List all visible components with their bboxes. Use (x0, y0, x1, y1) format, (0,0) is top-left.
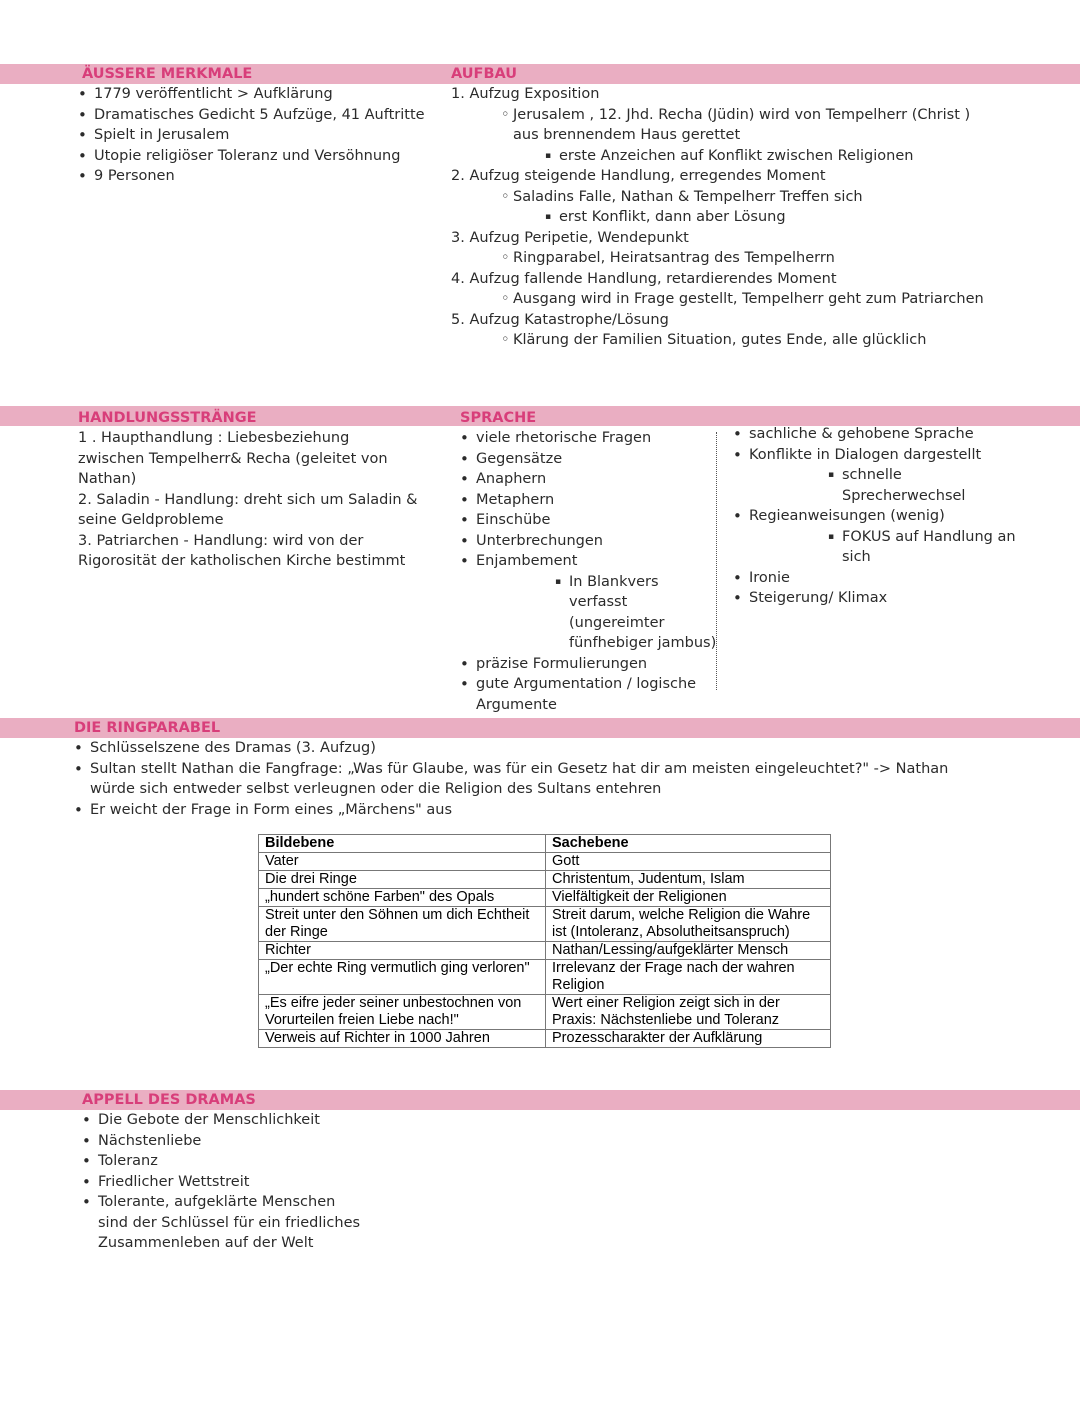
table-cell: Richter (259, 942, 546, 960)
list-item: • Dramatisches Gedicht 5 Aufzüge, 41 Auftritte (78, 105, 438, 126)
aufzug-1: 1. Aufzug Exposition (451, 86, 600, 102)
ring-list (74, 738, 994, 820)
aufzug-5: 5. Aufzug Katastrophe/Lösung (451, 311, 669, 328)
table-cell: Prozesscharakter der Aufklärung (546, 1030, 831, 1048)
table-cell: Wert einer Religion zeigt sich in der Praxis: Nächstenliebe und Toleranz (546, 995, 831, 1030)
section-title-sprache: SPRACHE (460, 410, 537, 426)
table-cell: Die drei Ringe (259, 871, 546, 889)
aufzug-4: 4. Aufzug fallende Handlung, retardierendes Moment (451, 270, 837, 287)
table-row (259, 1030, 831, 1048)
table-row (259, 995, 831, 1030)
aufzug-4-detail: ◦ Ausgang wird in Frage gestellt, Tempelherr geht zum Patriarchen (501, 289, 1011, 310)
table-cell: Streit darum, welche Religion die Wahre ist (Intoleranz, Absolutheitsanspruch) (546, 907, 831, 942)
table-row (259, 960, 831, 995)
list-item: • Ironie (733, 568, 1023, 589)
section-title-appell: APPELL DES DRAMAS (82, 1092, 256, 1108)
handlung-2: 2. Saladin - Handlung: dreht sich um Saladin & seine Geldprobleme (78, 491, 418, 528)
aufzug-2-subdetail: ▪ erst Konflikt, dann aber Lösung (543, 207, 1011, 228)
list-item: • Regieanweisungen (wenig) (733, 506, 1023, 527)
appell-list (82, 1110, 372, 1254)
list-item: • Spielt in Jerusalem (78, 125, 438, 146)
list-item: • 9 Personen (78, 166, 438, 187)
table-row (259, 871, 831, 889)
list-item: • Utopie religiöser Toleranz und Versöhnung (78, 146, 438, 167)
sprache-right (733, 424, 1023, 609)
aufzug-2-detail: ◦ Saladins Falle, Nathan & Tempelherr Treffen sich (501, 187, 1011, 208)
section-title-ring: DIE RINGPARABEL (74, 720, 221, 736)
list-item: • 1779 veröffentlicht > Aufklärung (78, 84, 438, 105)
handlung-1: 1 . Haupthandlung : Liebesbeziehung zwischen Tempelherr& Recha (geleitet von Nathan) (78, 430, 388, 487)
table-cell: Gott (546, 853, 831, 871)
ringparabel-table (258, 834, 831, 1048)
aufzug-3-detail: ◦ Ringparabel, Heiratsantrag des Tempelherrn (501, 248, 1011, 269)
table-cell: Nathan/Lessing/aufgeklärter Mensch (546, 942, 831, 960)
list-item: • Tolerante, aufgeklärte Menschen sind der Schlüssel für ein friedliches Zusammenleben auf der Welt (82, 1192, 366, 1254)
section-title-handlung: HANDLUNGSSTRÄNGE (78, 410, 257, 426)
list-item: • Unterbrechungen (460, 531, 715, 552)
table-cell: Christentum, Judentum, Islam (546, 871, 831, 889)
aufzug-5-detail: ◦ Klärung der Familien Situation, gutes Ende, alle glücklich (501, 330, 1011, 351)
aeussere-list (78, 84, 438, 187)
sprache-left (460, 428, 715, 715)
table-row (259, 853, 831, 871)
list-item: • Gegensätze (460, 449, 715, 470)
sub-item: ▪ FOKUS auf Handlung an sich (826, 527, 1032, 568)
list-item: • Sultan stellt Nathan die Fangfrage: „Was für Glaube, was für ein Gesetz hat dir am meisten eingeleuchtet?" -> Nathan würde sich entweder selbst verleugnen oder die Religion des Sultans entehren (74, 759, 994, 800)
list-item: • sachliche & gehobene Sprache (733, 424, 1023, 445)
handlung-3: 3. Patriarchen - Handlung: wird von der Rigorosität der katholischen Kirche bestimmt (78, 532, 406, 569)
table-row (259, 942, 831, 960)
table-header-row (259, 835, 831, 853)
aufzug-3: 3. Aufzug Peripetie, Wendepunkt (451, 229, 689, 246)
aufbau-content (451, 84, 1011, 351)
list-item: • Schlüsselszene des Dramas (3. Aufzug) (74, 738, 994, 759)
table-header: Bildebene (259, 835, 546, 853)
table-cell: „Der echte Ring vermutlich ging verloren" (259, 960, 546, 995)
table-cell: „Es eifre jeder seiner unbestochnen von Vorurteilen freien Liebe nach!" (259, 995, 546, 1030)
table-cell: Verweis auf Richter in 1000 Jahren (259, 1030, 546, 1048)
list-item: • Nächstenliebe (82, 1131, 372, 1152)
blankvers-note: ▪ In Blankvers verfasst (ungereimter fünfhebiger jambus) (553, 572, 719, 654)
list-item: • gute Argumentation / logische Argumente (460, 674, 701, 715)
list-item: • Konflikte in Dialogen dargestellt (733, 445, 1023, 466)
table-cell: Irrelevanz der Frage nach der wahren Religion (546, 960, 831, 995)
table-cell: Streit unter den Söhnen um dich Echtheit der Ringe (259, 907, 546, 942)
table-header: Sachebene (546, 835, 831, 853)
aufzug-1-detail: ◦ Jerusalem , 12. Jhd. Recha (Jüdin) wird von Tempelherr (Christ ) aus brennendem Haus gerettet (501, 105, 983, 146)
handlung-content (78, 428, 418, 572)
sub-item: ▪ schnelle Sprecherwechsel (826, 465, 992, 506)
list-item: • Die Gebote der Menschlichkeit (82, 1110, 372, 1131)
list-item: • Einschübe (460, 510, 715, 531)
table-cell: „hundert schöne Farben" des Opals (259, 889, 546, 907)
list-item: • Er weicht der Frage in Form eines „Märchens" aus (74, 800, 994, 821)
section-title-aufbau: AUFBAU (451, 66, 518, 82)
list-item: • Friedlicher Wettstreit (82, 1172, 372, 1193)
list-item: • präzise Formulierungen (460, 654, 715, 675)
table-row (259, 907, 831, 942)
aufzug-1-subdetail: ▪ erste Anzeichen auf Konflikt zwischen Religionen (543, 146, 1011, 167)
list-item: • Toleranz (82, 1151, 372, 1172)
list-item: • Metaphern (460, 490, 715, 511)
column-divider (716, 432, 717, 690)
list-item: • Enjambement (460, 551, 715, 572)
table-cell: Vielfältigkeit der Religionen (546, 889, 831, 907)
list-item: • Anaphern (460, 469, 715, 490)
aufzug-2: 2. Aufzug steigende Handlung, erregendes Moment (451, 168, 826, 184)
list-item: • viele rhetorische Fragen (460, 428, 715, 449)
list-item: • Steigerung/ Klimax (733, 588, 1023, 609)
section-title-aeussere: ÄUSSERE MERKMALE (82, 66, 253, 82)
table-row (259, 889, 831, 907)
table-cell: Vater (259, 853, 546, 871)
